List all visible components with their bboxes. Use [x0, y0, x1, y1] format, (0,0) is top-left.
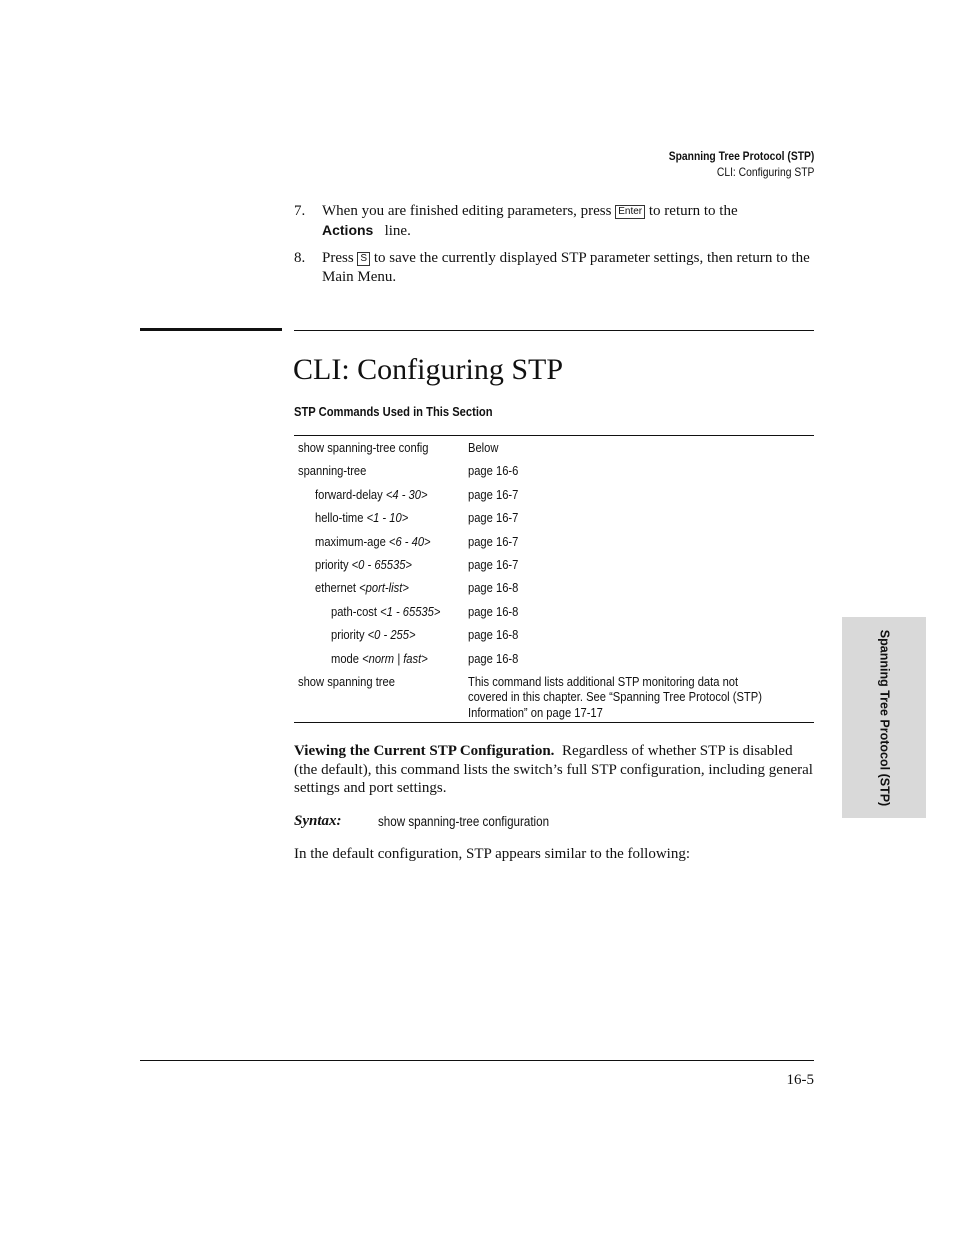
table-caption: STP Commands Used in This Section — [294, 404, 493, 419]
command-name: show spanning-tree config — [298, 440, 429, 455]
step-text: When you are finished editing parameters, press — [322, 203, 612, 219]
viewing-paragraph — [294, 742, 816, 798]
section-rule-thick — [140, 328, 282, 331]
command-argument: <6 - 40> — [388, 533, 431, 549]
command-name: maximum-age — [315, 533, 389, 549]
command-name: show spanning tree — [298, 673, 395, 689]
running-header — [645, 148, 814, 180]
command-argument: <4 - 30> — [385, 486, 428, 502]
page-reference: page 16-6 — [468, 463, 519, 479]
step-text: Press — [322, 250, 354, 266]
page-reference: page 16-7 — [468, 486, 519, 502]
chapter-side-tab — [842, 617, 926, 818]
table-row — [294, 553, 814, 576]
page-reference: page 16-8 — [468, 650, 519, 666]
command-name: mode — [331, 650, 363, 666]
page-reference: Below — [468, 440, 499, 455]
step-text: to save the currently displayed STP parameter settings, then return to the Main Menu. — [322, 250, 810, 285]
command-argument: <1 - 10> — [366, 510, 409, 526]
running-header-chapter: Spanning Tree Protocol (STP) — [668, 149, 814, 163]
command-argument: <0 - 255> — [367, 627, 416, 643]
viewing-heading: Viewing the Current STP Configuration. — [294, 743, 555, 759]
table-row — [294, 459, 814, 482]
page-reference: page 16-8 — [468, 627, 519, 643]
table-row — [294, 623, 814, 646]
step-8 — [294, 249, 814, 287]
syntax-line — [294, 812, 550, 831]
side-tab-label: Spanning Tree Protocol (STP) — [877, 629, 892, 806]
command-name: forward-delay — [315, 486, 386, 502]
command-argument: <0 - 65535> — [351, 556, 412, 572]
section-title: CLI: Configuring STP — [293, 353, 564, 386]
page-reference: page 16-8 — [468, 580, 519, 596]
default-paragraph: In the default configuration, STP appears similar to the following: — [294, 846, 691, 862]
step-7 — [294, 202, 814, 241]
syntax-command: show spanning-tree configuration — [378, 814, 550, 829]
page-reference: page 16-7 — [468, 556, 519, 572]
command-argument: <norm | fast> — [362, 650, 428, 666]
syntax-label: Syntax: — [294, 813, 342, 829]
step-number: 8. — [294, 250, 306, 266]
footer-rule — [140, 1060, 814, 1061]
section-rule-thin — [294, 330, 814, 331]
viewing-text: Regardless of whether STP is disabled (the default), this command lists the switch’s full STP configuration, including general settings and port settings. — [294, 743, 813, 796]
page-reference: page 16-7 — [468, 510, 519, 526]
step-number: 7. — [294, 203, 306, 219]
page-reference: page 16-7 — [468, 533, 519, 549]
page-number: 16-5 — [786, 1072, 814, 1088]
commands-table — [294, 435, 814, 723]
command-name: priority — [315, 556, 352, 572]
table-row — [294, 506, 814, 529]
table-row — [294, 647, 814, 670]
command-name: hello-time — [315, 510, 367, 526]
table-row — [294, 483, 814, 506]
step-text: line. — [384, 223, 411, 239]
actions-label: Actions — [322, 222, 374, 238]
step-text: to return to the — [648, 203, 738, 219]
enter-key-icon: Enter — [615, 205, 645, 219]
command-name: ethernet — [315, 580, 360, 596]
command-argument: <port-list> — [359, 580, 409, 596]
command-name: spanning-tree — [298, 463, 367, 479]
page-reference: page 16-8 — [468, 603, 519, 619]
s-key-icon: S — [357, 252, 370, 266]
command-name: priority — [331, 627, 368, 643]
running-header-section: CLI: Configuring STP — [716, 165, 814, 179]
table-row — [294, 576, 814, 599]
command-description: This command lists additional STP monitoring data not covered in this chapter. See “Spanning Tree Protocol (STP) Information” on page 17-17 — [468, 673, 762, 720]
command-argument: <1 - 65535> — [380, 603, 441, 619]
table-row — [294, 436, 814, 459]
table-row — [294, 600, 814, 623]
table-row — [294, 670, 814, 722]
command-name: path-cost — [331, 603, 381, 619]
table-row — [294, 530, 814, 553]
